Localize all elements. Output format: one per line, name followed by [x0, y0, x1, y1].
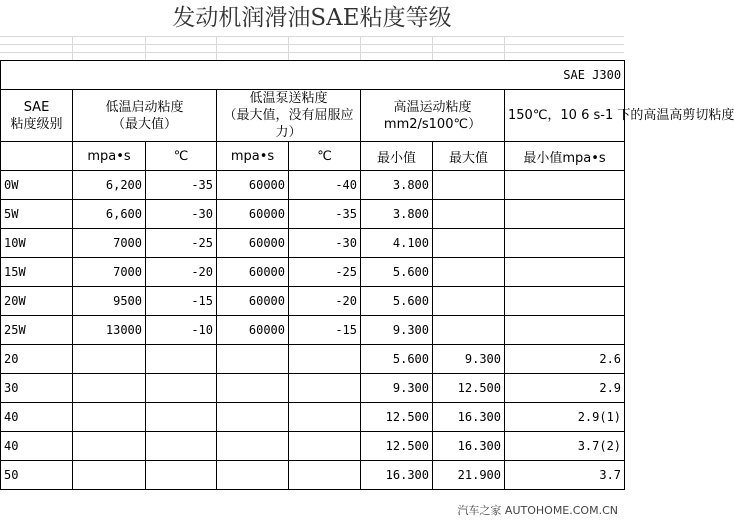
cell-kin-max: 12.500: [433, 374, 505, 403]
cell-kin-max: [433, 229, 505, 258]
cell-grade: 25W: [1, 316, 73, 345]
cell-kin-max: [433, 287, 505, 316]
cell-pump-temp: [289, 432, 361, 461]
cell-hths: 2.9(1): [505, 403, 625, 432]
unit-empty: [1, 142, 73, 171]
header-kinematic-text: 高温运动粘度 mm2/s100℃）: [383, 99, 482, 132]
grid-line: [504, 36, 505, 60]
header-kinematic: [361, 90, 505, 142]
grid-line: [288, 36, 289, 60]
cell-pump-temp: [289, 345, 361, 374]
cell-crank-visc: [73, 432, 146, 461]
table-row: [1, 461, 625, 490]
cell-grade: 20W: [1, 287, 73, 316]
table-row: [1, 287, 625, 316]
unit-kin-max: 最大值: [433, 142, 505, 171]
grid-line: [0, 52, 624, 53]
cell-crank-temp: -15: [146, 287, 217, 316]
cell-hths: 3.7: [505, 461, 625, 490]
header-grade-text: SAE 粘度级别: [10, 99, 63, 132]
header-grade: [1, 90, 73, 142]
cell-crank-temp: -35: [146, 171, 217, 200]
cell-grade: 15W: [1, 258, 73, 287]
cell-crank-visc: 9500: [73, 287, 146, 316]
grid-line: [72, 36, 73, 60]
unit-crank-visc: mpa•s: [73, 142, 146, 171]
cell-crank-temp: -30: [146, 200, 217, 229]
cell-kin-min: 9.300: [361, 316, 433, 345]
cell-crank-visc: 7000: [73, 229, 146, 258]
cell-crank-temp: [146, 345, 217, 374]
cell-crank-temp: [146, 432, 217, 461]
table-row: [1, 258, 625, 287]
unit-hths-min: 最小值mpa•s: [505, 142, 625, 171]
table-row: [1, 316, 625, 345]
cell-kin-min: 4.100: [361, 229, 433, 258]
cell-crank-temp: -10: [146, 316, 217, 345]
unit-pump-visc: mpa•s: [217, 142, 289, 171]
header-pump-text: 低温泵送粘度 （最大值，没有屈服应力）: [223, 91, 354, 140]
cell-kin-min: 12.500: [361, 403, 433, 432]
table-row: [1, 171, 625, 200]
sheet-title: 发动机润滑油SAE粘度等级: [0, 0, 624, 37]
cell-kin-max: 16.300: [433, 403, 505, 432]
cell-kin-max: [433, 258, 505, 287]
cell-pump-visc: 60000: [217, 287, 289, 316]
cell-pump-visc: [217, 461, 289, 490]
table-row: [1, 229, 625, 258]
cell-crank-visc: 7000: [73, 258, 146, 287]
cell-kin-min: 12.500: [361, 432, 433, 461]
grid-line: [0, 44, 624, 45]
cell-kin-max: [433, 200, 505, 229]
cell-crank-temp: [146, 403, 217, 432]
cell-kin-min: 3.800: [361, 200, 433, 229]
cell-grade: 40: [1, 432, 73, 461]
cell-grade: 30: [1, 374, 73, 403]
cell-hths: [505, 171, 625, 200]
grid-line: [216, 36, 217, 60]
table-row: [1, 403, 625, 432]
standard-label: SAE J300: [1, 61, 625, 90]
header-row: [1, 90, 625, 142]
header-hths-text: 150℃，10 6 s-1 下的高温高剪切粘度: [508, 108, 734, 123]
cell-crank-visc: [73, 403, 146, 432]
table-row: [1, 200, 625, 229]
cell-pump-temp: [289, 374, 361, 403]
cell-hths: 3.7(2): [505, 432, 625, 461]
cell-pump-visc: 60000: [217, 229, 289, 258]
table-row: [1, 345, 625, 374]
cell-pump-temp: -35: [289, 200, 361, 229]
cell-pump-visc: [217, 403, 289, 432]
cell-crank-temp: [146, 461, 217, 490]
cell-hths: [505, 200, 625, 229]
cell-hths: 2.6: [505, 345, 625, 374]
cell-pump-visc: 60000: [217, 200, 289, 229]
cell-pump-visc: [217, 345, 289, 374]
viscosity-table: [0, 60, 734, 490]
cell-grade: 10W: [1, 229, 73, 258]
cell-crank-visc: [73, 374, 146, 403]
header-hths: [505, 90, 734, 142]
cell-crank-visc: 6,600: [73, 200, 146, 229]
cell-pump-visc: 60000: [217, 316, 289, 345]
cell-crank-temp: -20: [146, 258, 217, 287]
cell-kin-min: 16.300: [361, 461, 433, 490]
cell-kin-max: 16.300: [433, 432, 505, 461]
cell-kin-max: 21.900: [433, 461, 505, 490]
cell-crank-visc: 13000: [73, 316, 146, 345]
cell-kin-min: 5.600: [361, 258, 433, 287]
grid-line: [360, 36, 361, 60]
cell-hths: [505, 229, 625, 258]
table-row: [1, 374, 625, 403]
unit-row: [1, 142, 625, 171]
cell-hths: [505, 316, 625, 345]
cell-pump-visc: 60000: [217, 258, 289, 287]
cell-kin-max: [433, 316, 505, 345]
cell-grade: 20: [1, 345, 73, 374]
cell-crank-visc: [73, 345, 146, 374]
cell-kin-max: [433, 171, 505, 200]
cell-kin-min: 5.600: [361, 345, 433, 374]
header-crank: [73, 90, 217, 142]
cell-kin-min: 9.300: [361, 374, 433, 403]
cell-grade: 50: [1, 461, 73, 490]
cell-pump-temp: [289, 461, 361, 490]
cell-crank-visc: 6,200: [73, 171, 146, 200]
cell-pump-visc: 60000: [217, 171, 289, 200]
cell-pump-visc: [217, 432, 289, 461]
cell-pump-temp: -25: [289, 258, 361, 287]
cell-kin-min: 5.600: [361, 287, 433, 316]
unit-pump-temp: ℃: [289, 142, 361, 171]
cell-crank-visc: [73, 461, 146, 490]
watermark: 汽车之家 AUTOHOME.COM.CN: [457, 504, 618, 517]
cell-grade: 5W: [1, 200, 73, 229]
grid-line: [0, 36, 624, 37]
cell-pump-temp: -15: [289, 316, 361, 345]
cell-crank-temp: [146, 374, 217, 403]
cell-kin-min: 3.800: [361, 171, 433, 200]
cell-pump-temp: -40: [289, 171, 361, 200]
grid-line: [432, 36, 433, 60]
cell-grade: 0W: [1, 171, 73, 200]
cell-hths: [505, 258, 625, 287]
header-crank-text: 低温启动粘度 （最大值）: [105, 99, 184, 132]
cell-pump-temp: [289, 403, 361, 432]
cell-pump-visc: [217, 374, 289, 403]
unit-crank-temp: ℃: [146, 142, 217, 171]
cell-kin-max: 9.300: [433, 345, 505, 374]
cell-grade: 40: [1, 403, 73, 432]
unit-kin-min: 最小值: [361, 142, 433, 171]
cell-pump-temp: -30: [289, 229, 361, 258]
cell-hths: [505, 287, 625, 316]
standard-row: [1, 61, 625, 90]
cell-pump-temp: -20: [289, 287, 361, 316]
grid-line: [145, 36, 146, 60]
table-row: [1, 432, 625, 461]
cell-hths: 2.9: [505, 374, 625, 403]
cell-crank-temp: -25: [146, 229, 217, 258]
header-pump: [217, 90, 361, 142]
